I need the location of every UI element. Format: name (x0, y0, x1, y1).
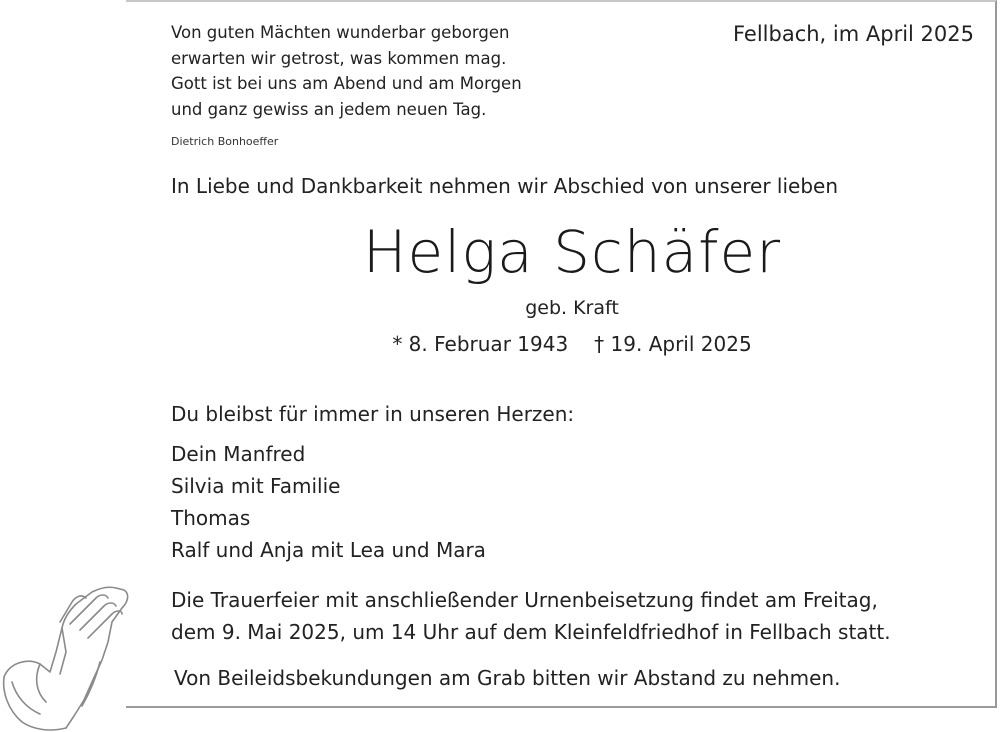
funeral-line: dem 9. Mai 2025, um 14 Uhr auf dem Kleinfeldfriedhof in Fellbach statt. (171, 620, 891, 644)
deceased-name: Helga Schäfer (362, 218, 782, 286)
poem-line: Von guten Mächten wunderbar geborgen (171, 23, 510, 42)
poem-line: erwarten wir getrost, was kommen mag. (171, 48, 507, 68)
mourner: Silvia mit Familie (171, 474, 341, 498)
remembrance-text: Du bleibst für immer in unseren Herzen: (171, 402, 575, 426)
birth-date: * 8. Februar 1943 (392, 332, 569, 356)
life-dates (0, 332, 1000, 356)
poem (171, 20, 522, 122)
intro-text: In Liebe und Dankbarkeit nehmen wir Abschied von unserer lieben (171, 174, 839, 198)
death-date: † 19. April 2025 (594, 332, 752, 356)
condolences-note: Von Beileidsbekundungen am Grab bitten wir Abstand zu nehmen. (174, 666, 841, 690)
funeral-line: Die Trauerfeier mit anschließender Urnenbeisetzung findet am Freitag, (171, 588, 878, 612)
poem-line: und ganz gewiss an jedem neuen Tag. (171, 99, 487, 119)
mourner: Thomas (171, 506, 251, 530)
poem-author: Dietrich Bonhoeffer (171, 135, 279, 148)
funeral-info (171, 584, 891, 648)
mourners-list (171, 438, 486, 566)
mourner: Ralf und Anja mit Lea und Mara (171, 538, 486, 562)
place-date: Fellbach, im April 2025 (732, 22, 974, 46)
maiden-name: geb. Kraft (525, 297, 619, 319)
poem-line: Gott ist bei uns am Abend und am Morgen (171, 74, 522, 93)
mourner: Dein Manfred (171, 442, 306, 466)
praying-hands-icon (0, 582, 138, 732)
